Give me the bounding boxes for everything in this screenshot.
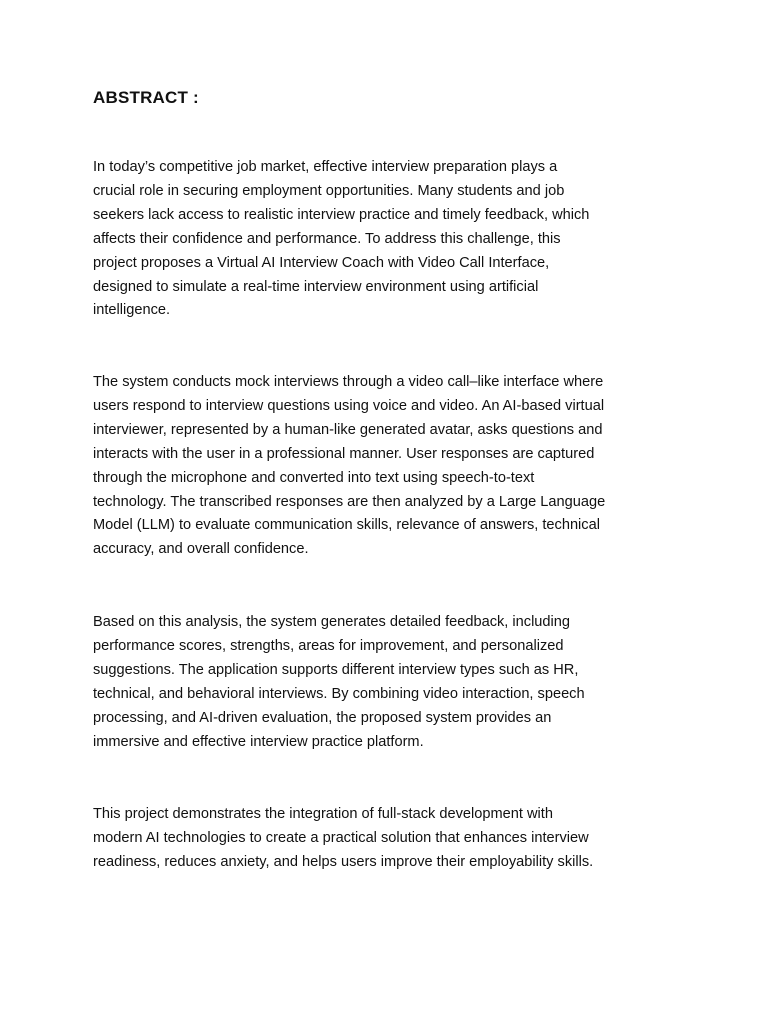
abstract-paragraph-1: In today’s competitive job market, effective interview preparation plays a crucial role in securing employment opportunities. Many students and job seekers lack access to realistic interview practice and timely feedback, which affects their confidence and performance. To address this challenge, this project proposes a Virtual AI Interview Coach with Video Call Interface, designed to simulate a real-time interview environment using artificial intelligence. <box>93 159 590 319</box>
abstract-heading: ABSTRACT : <box>93 88 199 107</box>
abstract-paragraph-4: This project demonstrates the integration of full-stack development with modern AI technologies to create a practical solution that enhances interview readiness, reduces anxiety, and helps users improve their employability skills. <box>93 806 594 870</box>
abstract-paragraph-3: Based on this analysis, the system generates detailed feedback, including performance scores, strengths, areas for improvement, and personalized suggestions. The application supports different interview types such as HR, technical, and behavioral interviews. By combining video interaction, speech processing, and AI-driven evaluation, the proposed system provides an immersive and effective interview practice platform. <box>93 614 585 750</box>
abstract-paragraph-2: The system conducts mock interviews through a video call–like interface where users respond to interview questions using voice and video. An AI-based virtual interviewer, represented by a human-like generated avatar, asks questions and interacts with the user in a professional manner. User responses are captured through the microphone and converted into text using speech-to-text technology. The transcribed responses are then analyzed by a Large Language Model (LLM) to evaluate communication skills, relevance of answers, technical accuracy, and overall confidence. <box>93 374 606 558</box>
